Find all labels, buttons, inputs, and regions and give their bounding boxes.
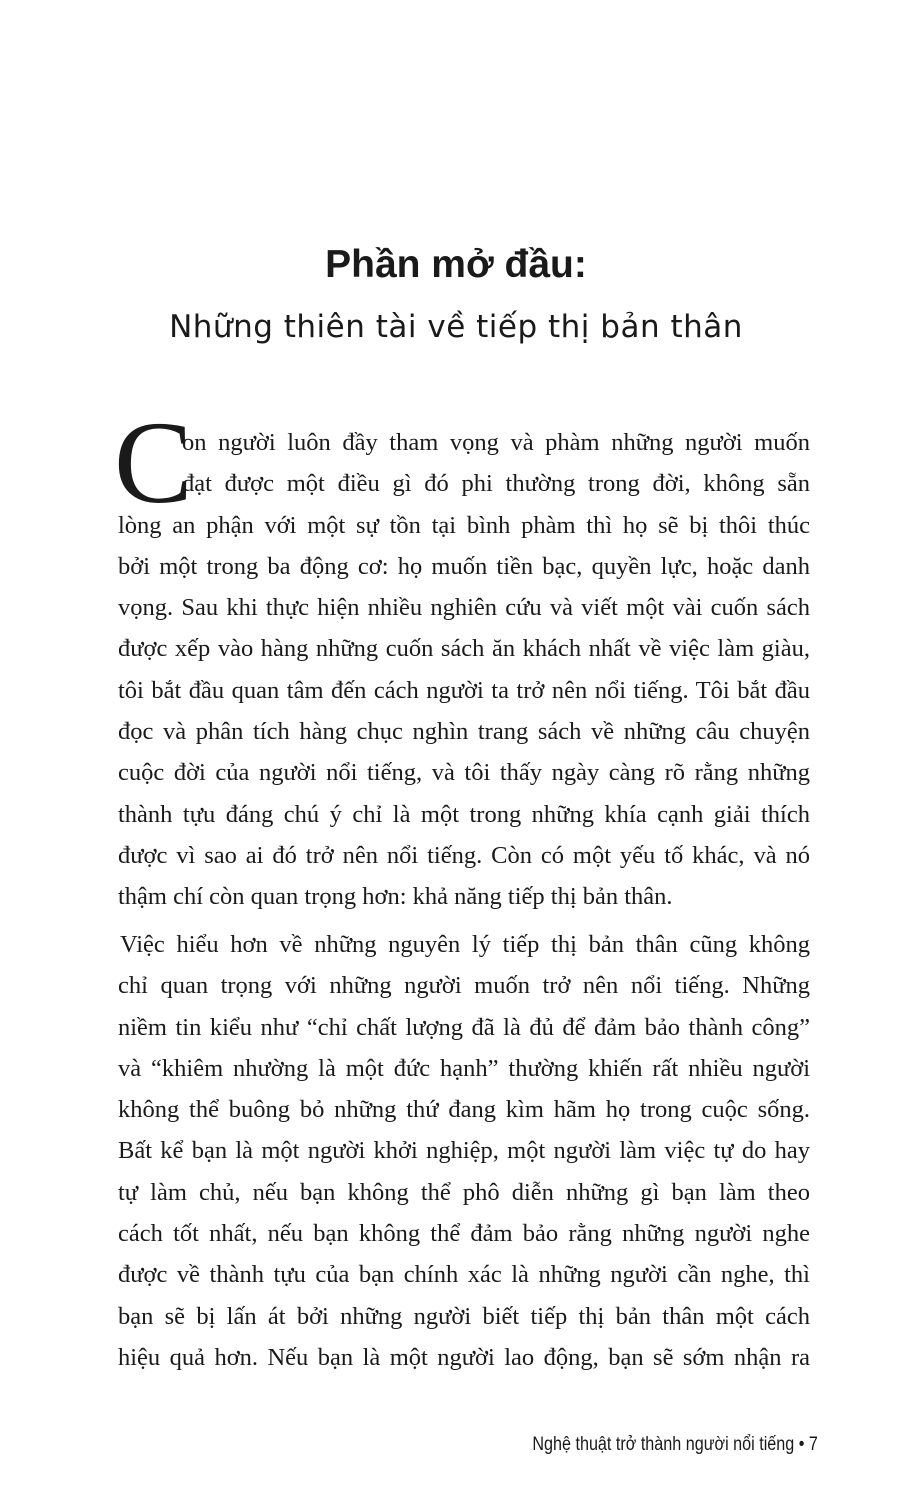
text-line: được vì sao ai đó trở nên nổi tiếng. Còn có một yếu tố khác, và nó <box>118 841 810 869</box>
text-line: Bất kể bạn là một người khởi nghiệp, một người làm việc tự do hay <box>118 1137 810 1165</box>
text-line: bạn sẽ bị lấn át bởi những người biết tiếp thị bản thân một cách <box>118 1302 810 1330</box>
text-line: không thể buông bỏ những thứ đang kìm hãm họ trong cuộc sống. <box>118 1096 810 1124</box>
text-line: tôi bắt đầu quan tâm đến cách người ta trở nên nổi tiếng. Tôi bắt đầu <box>118 676 810 704</box>
running-title: Nghệ thuật trở thành người nổi tiếng <box>532 1434 795 1455</box>
chapter-subtitle: Những thiên tài về tiếp thị bản thân <box>169 309 743 345</box>
text-line: thậm chí còn quan trọng hơn: khả năng tiếp thị bản thân. <box>118 883 673 911</box>
page-number: 7 <box>809 1434 818 1455</box>
chapter-title: Phần mở đầu: <box>325 243 587 286</box>
text-line: cách tốt nhất, nếu bạn không thể đảm bảo rằng những người nghe <box>118 1220 810 1248</box>
footer-separator: • <box>798 1434 805 1455</box>
text-line: được về thành tựu của bạn chính xác là những người cần nghe, thì <box>118 1261 810 1289</box>
page-footer <box>533 1434 818 1456</box>
text-line: và “khiêm nhường là một đức hạnh” thường khiến rất nhiều người <box>118 1054 810 1082</box>
text-line: được xếp vào hàng những cuốn sách ăn khách nhất về việc làm giàu, <box>118 635 810 663</box>
text-line: đọc và phân tích hàng chục nghìn trang sách về những câu chuyện <box>118 718 810 746</box>
text-line: Việc hiểu hơn về những nguyên lý tiếp thị bản thân cũng không <box>120 931 810 958</box>
text-line: thành tựu đáng chú ý chỉ là một trong những khía cạnh giải thích <box>118 800 810 828</box>
text-line: lòng an phận với một sự tồn tại bình phàm thì họ sẽ bị thôi thúc <box>118 511 810 539</box>
text-line: cuộc đời của người nổi tiếng, và tôi thấy ngày càng rõ rằng những <box>118 759 810 787</box>
text-line: niềm tin kiểu như “chỉ chất lượng đã là đủ để đảm bảo thành công” <box>118 1013 810 1041</box>
text-line: đạt được một điều gì đó phi thường trong đời, không sẵn <box>182 470 810 498</box>
text-line: on người luôn đầy tham vọng và phàm những người muốn <box>182 429 810 456</box>
drop-cap: C <box>114 397 193 528</box>
text-line: tự làm chủ, nếu bạn không thể phô diễn những gì bạn làm theo <box>118 1178 810 1206</box>
text-line: chỉ quan trọng với những người muốn trở nên nổi tiếng. Những <box>118 972 810 1000</box>
paragraph-1 <box>118 422 810 918</box>
paragraph-2 <box>118 924 810 1378</box>
text-line: hiệu quả hơn. Nếu bạn là một người lao động, bạn sẽ sớm nhận ra <box>118 1343 810 1371</box>
text-line: bởi một trong ba động cơ: họ muốn tiền bạc, quyền lực, hoặc danh <box>118 552 810 580</box>
text-line: vọng. Sau khi thực hiện nhiều nghiên cứu và viết một vài cuốn sách <box>118 594 810 622</box>
